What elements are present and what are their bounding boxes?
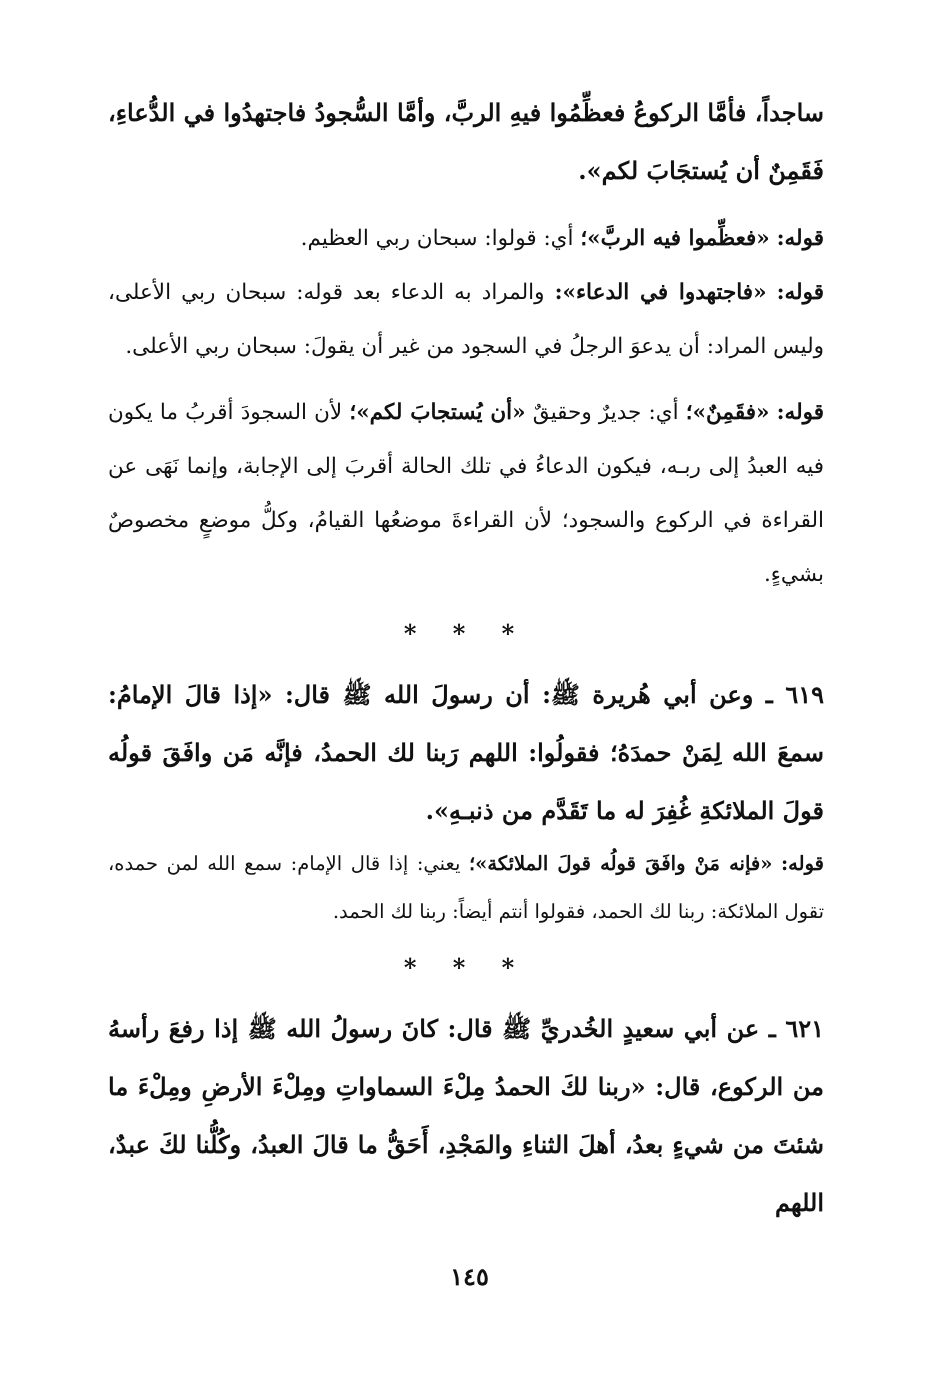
hadith-continuation: ساجداً، فأمَّا الركوعُ فعظِّمُوا فيهِ الربَّ، وأمَّا السُّجودُ فاجتهدُوا في الدُّعاءِ، فَقَمِنٌ أن يُستجَابَ لكم». <box>108 98 824 185</box>
note-text-2: لأن السجودَ أقربُ ما يكون فيه العبدُ إلى ربـه، فيكون الدعاءُ في تلك الحالة أقربَ إلى الإجابة، وإنما نَهَى عن القراءة في الركوع والسجود؛ لأن القراءةَ موضعُها القيامُ، وكلُّ موضعٍ مخصوصٌ بشيءٍ. <box>108 400 824 587</box>
commentary-note-1 <box>108 212 824 266</box>
note-lead: قوله: <box>776 226 824 251</box>
commentary-note-2 <box>108 266 824 374</box>
note-text: يعني: إذا قال الإمام: سمع الله لمن حمده، تقول الملائكة: ربنا لك الحمد، فقولوا أنتم أيضاً: ربنا لك الحمد. <box>108 852 824 923</box>
spacer <box>108 200 824 212</box>
spacer <box>108 374 824 386</box>
note-lead: قوله: <box>776 280 824 305</box>
note-text: والمراد به الدعاء بعد قوله: سبحان ربي الأعلى، وليس المراد: أن يدعوَ الرجلُ في السجود من غير أن يقولَ: سبحان ربي الأعلى. <box>108 280 824 359</box>
note-quote: «فإنه مَنْ وافَقَ قولُه قولَ الملائكة»؛ <box>468 852 773 875</box>
section-separator: * * * <box>403 953 529 982</box>
note-lead: قوله: <box>776 400 825 425</box>
note-lead: قوله: <box>780 852 824 875</box>
commentary-note-4 <box>108 840 824 936</box>
note-quote: «فقَمِنٌ»؛ <box>685 400 770 425</box>
hadith-619: ٦١٩ ـ وعن أبي هُريرة ﷺ: أن رسولَ الله ﷺ قال: «إذا قالَ الإمامُ: سمعَ الله لِمَنْ حمدَهُ؛ فقولُوا: اللهم رَبنا لك الحمدُ، فإنَّه مَن وافَقَ قولُه قولَ الملائكةِ غُفِرَ له ما تَقَدَّم من ذنبـهِ». <box>108 680 824 825</box>
page-body <box>108 84 824 1232</box>
section-separator: * * * <box>403 619 529 648</box>
note-quote: «فعظِّموا فيه الربَّ»؛ <box>580 226 770 251</box>
note-quote-2: «أن يُستجابَ لكم»؛ <box>349 400 526 425</box>
note-text: أي: قولوا: سبحان ربي العظيم. <box>300 226 574 251</box>
page-number: ١٤٥ <box>450 1262 489 1291</box>
commentary-note-3 <box>108 386 824 602</box>
note-text: أي: جديرٌ وحقيقٌ <box>532 400 679 425</box>
note-quote: «فاجتهدوا في الدعاء»: <box>554 280 767 305</box>
hadith-621: ٦٢١ ـ عن أبي سعيدٍ الخُدريِّ ﷺ قال: كانَ رسولُ الله ﷺ إذا رفعَ رأسهُ من الركوع، قال: «ربنا لكَ الحمدُ مِلْءَ السماواتِ ومِلْءَ الأرضِ ومِلْءَ ما شئتَ من شيءٍ بعدُ، أهلَ الثناءِ والمَجْدِ، أَحَقُّ ما قالَ العبدُ، وكُلُّنا لكَ عبدٌ، اللهم <box>108 1014 824 1217</box>
